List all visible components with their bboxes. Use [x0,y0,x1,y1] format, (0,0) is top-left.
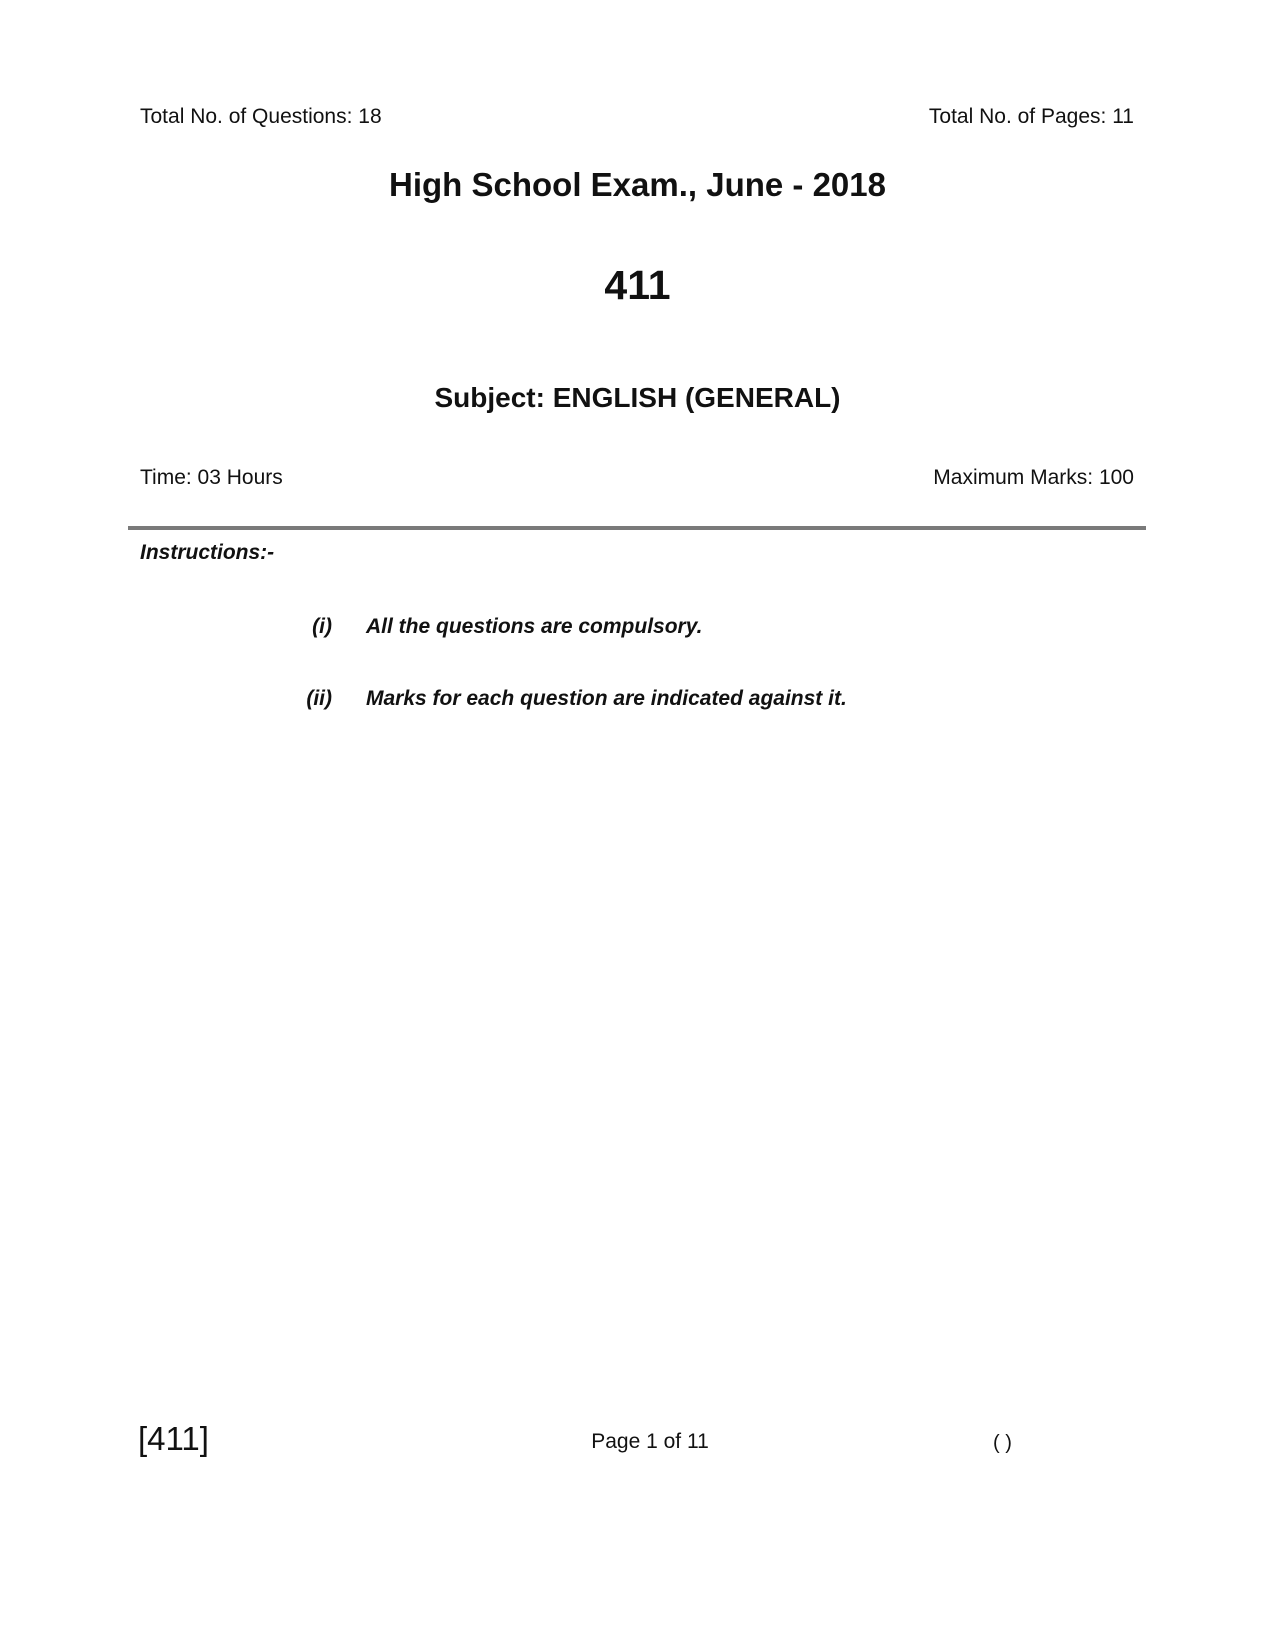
instruction-number: (ii) [306,687,332,710]
instruction-number: (i) [312,615,332,638]
time-label: Time: 03 Hours [140,466,283,489]
paper-code: 411 [604,262,671,308]
header-divider [128,526,1146,530]
instruction-text: All the questions are compulsory. [366,615,703,638]
exam-title: High School Exam., June - 2018 [389,166,886,203]
instructions-heading: Instructions:- [140,541,275,564]
footer-parentheses: ( ) [993,1432,1012,1454]
instruction-text: Marks for each question are indicated against it. [366,687,847,710]
total-pages-label: Total No. of Pages: 11 [928,105,1134,128]
maximum-marks-label: Maximum Marks: 100 [933,466,1134,489]
footer-paper-code: [411] [138,1420,209,1457]
subject-heading: Subject: ENGLISH (GENERAL) [434,382,841,413]
page-number: Page 1 of 11 [591,1430,709,1453]
total-questions-label: Total No. of Questions: 18 [140,105,382,128]
